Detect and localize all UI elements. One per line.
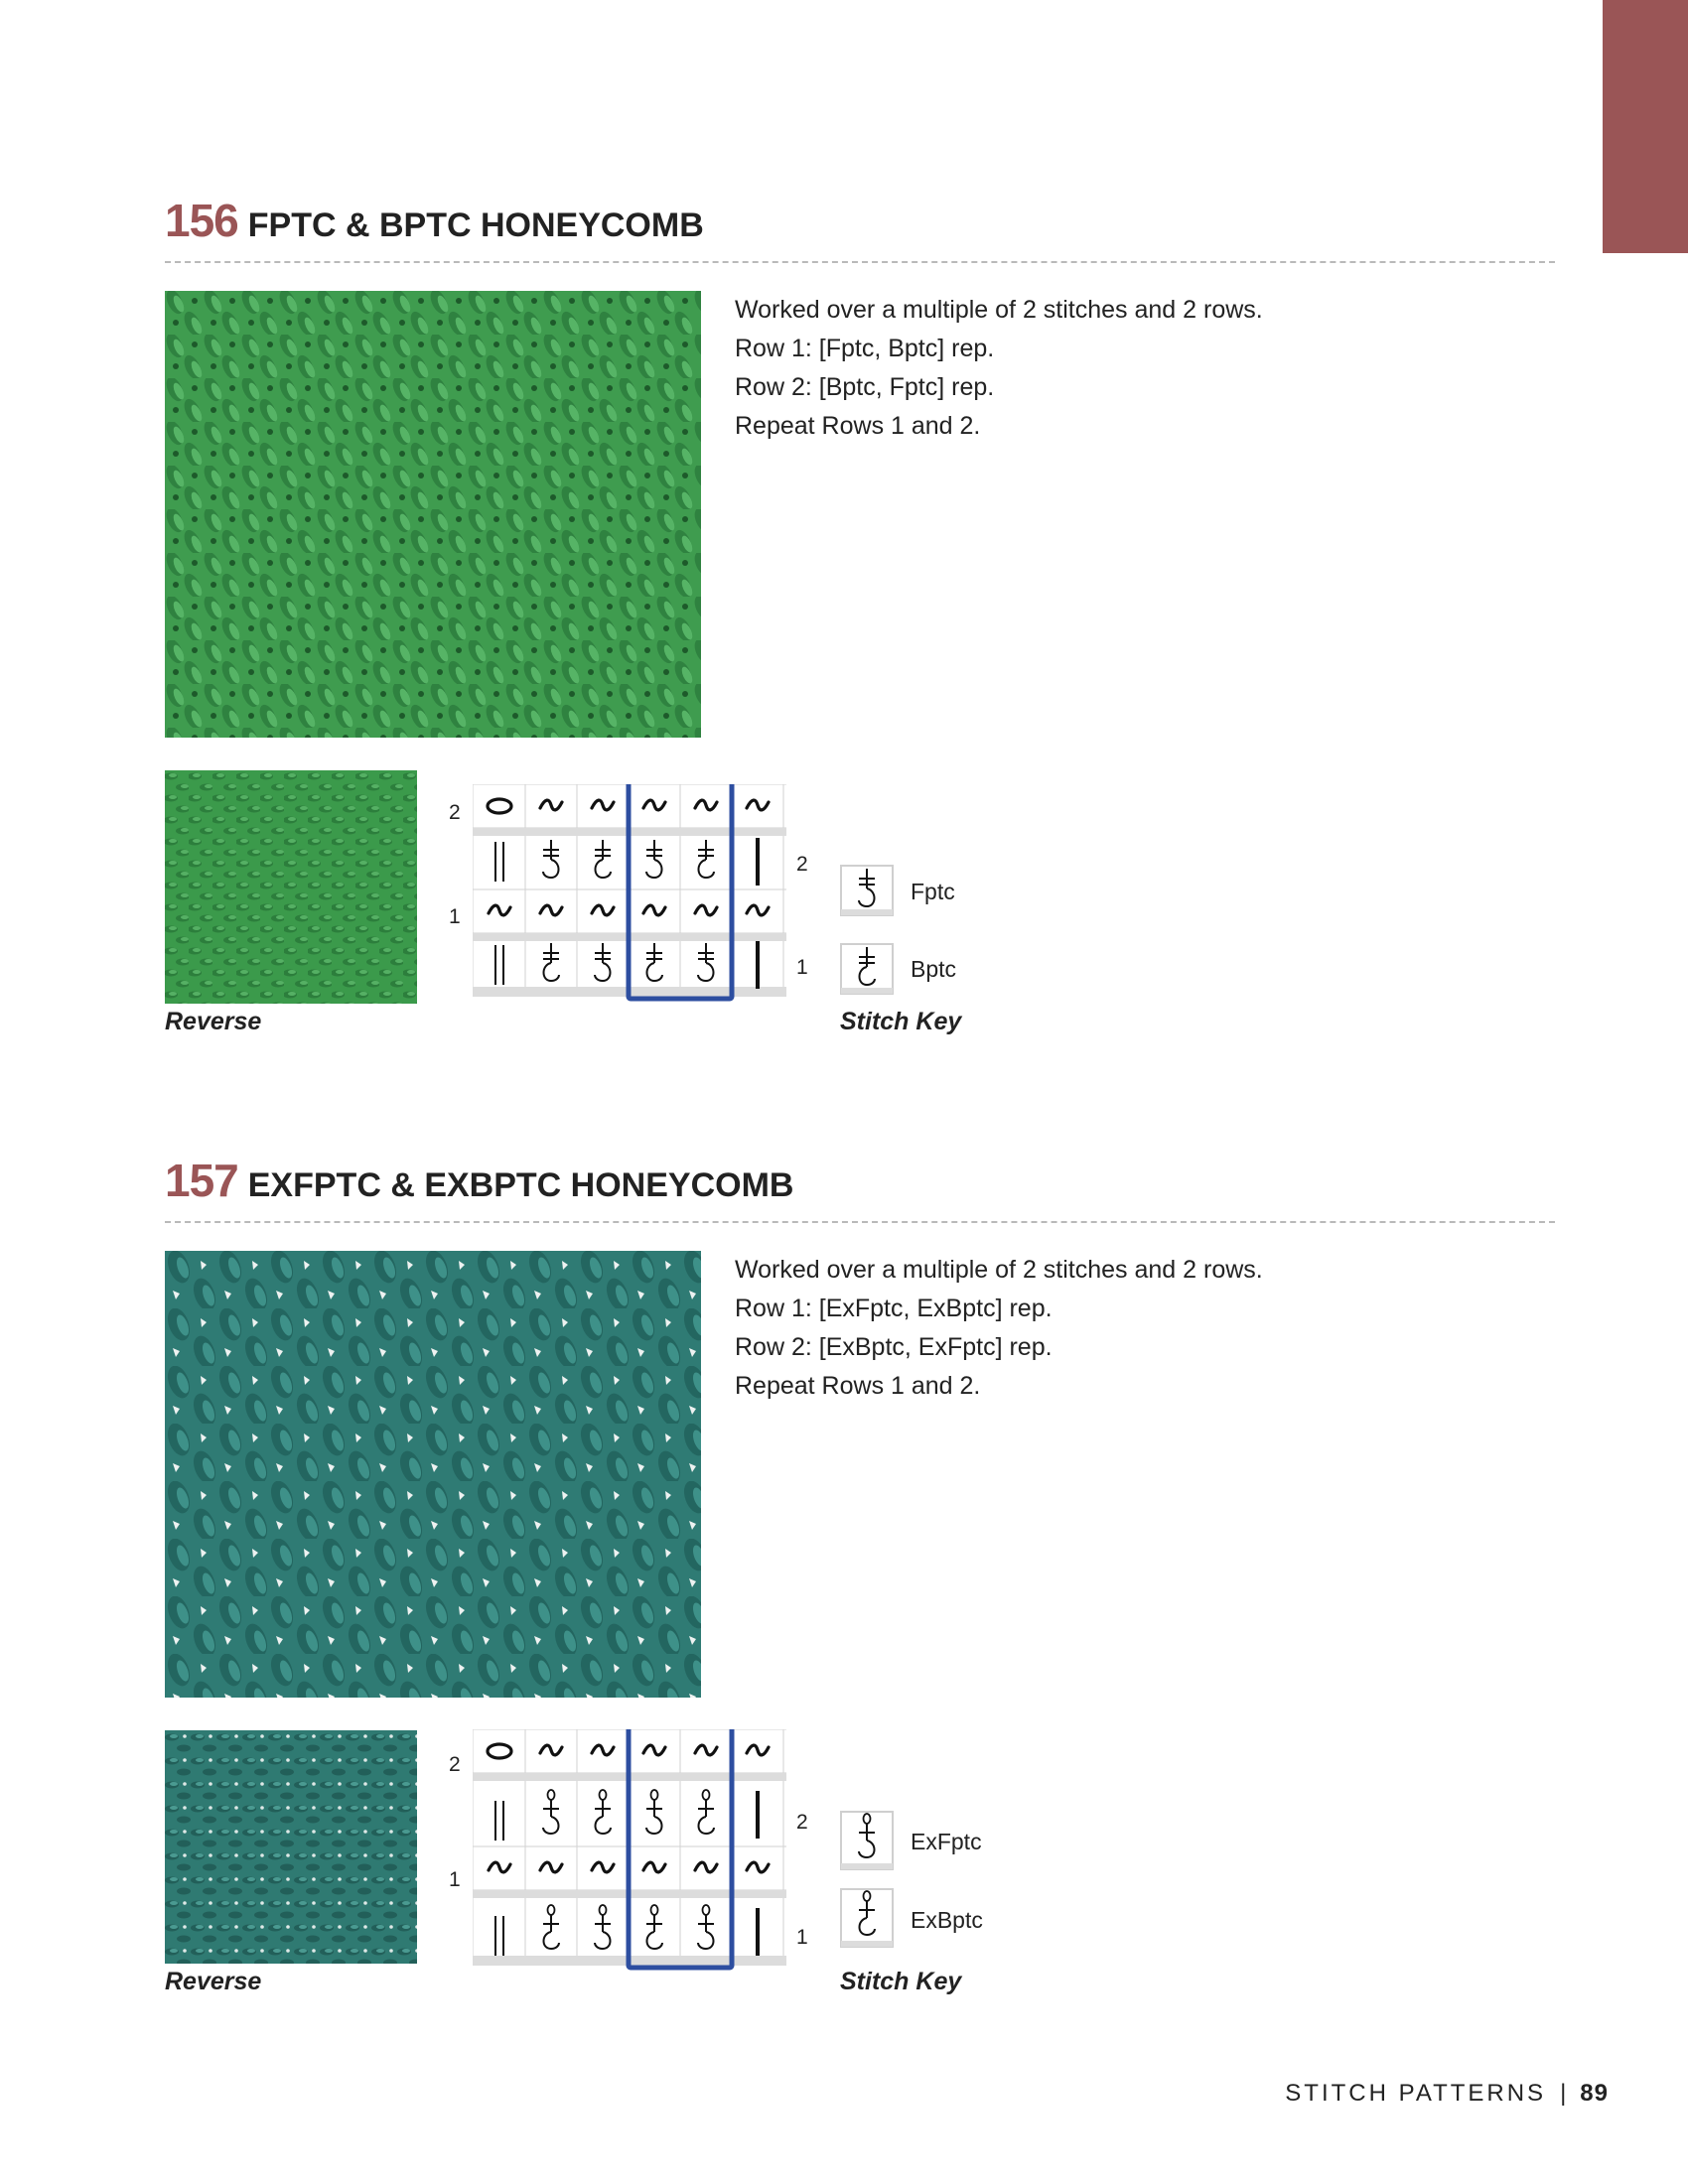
chapter-tab: [1603, 0, 1688, 253]
instruction-line: Repeat Rows 1 and 2.: [735, 412, 981, 440]
instruction-line: Worked over a multiple of 2 stitches and 2 rows.: [735, 296, 1263, 324]
instruction-line: Worked over a multiple of 2 stitches and 2 rows.: [735, 1256, 1263, 1284]
stitch-key-caption: Stitch Key: [840, 1008, 962, 1035]
bptc-icon: [840, 943, 894, 995]
instructions: [735, 291, 1263, 446]
chart-row-label: 2: [449, 801, 461, 824]
page-footer: [1285, 2080, 1609, 2108]
chart-row-label: 1: [449, 905, 461, 928]
exfptc-icon: [840, 1811, 894, 1870]
footer-section: STITCH PATTERNS: [1285, 2080, 1547, 2107]
chart-row-label: 1: [449, 1868, 461, 1891]
reverse-swatch-photo: [165, 1730, 417, 1964]
section-number: 157: [165, 1155, 238, 1206]
page-number: 89: [1580, 2080, 1609, 2107]
exbptc-icon: [840, 1888, 894, 1948]
chart-row-label: 2: [796, 853, 808, 876]
stitch-key-caption: Stitch Key: [840, 1968, 962, 1995]
stitch-key-label: Bptc: [911, 956, 957, 982]
instruction-line: Row 2: [Bptc, Fptc] rep.: [735, 373, 995, 401]
instruction-line: Row 2: [ExBptc, ExFptc] rep.: [735, 1333, 1053, 1361]
stitch-key-label: ExBptc: [911, 1907, 983, 1933]
chart-row-label: 1: [796, 1926, 808, 1949]
reverse-swatch-photo: [165, 770, 417, 1004]
section-title: FPTC & BPTC HONEYCOMB: [247, 206, 704, 244]
stitch-key-label: Fptc: [911, 879, 955, 904]
chart-row-label: 1: [796, 956, 808, 979]
dashed-divider: [165, 1221, 1555, 1223]
instruction-line: Repeat Rows 1 and 2.: [735, 1372, 981, 1400]
section-number: 156: [165, 195, 238, 246]
instructions: [735, 1251, 1263, 1406]
chart-row-label: 2: [796, 1811, 808, 1834]
reverse-caption: Reverse: [165, 1008, 262, 1035]
dashed-divider: [165, 261, 1555, 263]
section-heading: [165, 194, 704, 249]
stitch-key-label: ExFptc: [911, 1829, 982, 1854]
reverse-caption: Reverse: [165, 1968, 262, 1995]
section-title: EXFPTC & EXBPTC HONEYCOMB: [247, 1166, 794, 1204]
swatch-photo: [165, 291, 701, 738]
swatch-photo: [165, 1251, 701, 1698]
fptc-icon: [840, 865, 894, 916]
instruction-line: Row 1: [ExFptc, ExBptc] rep.: [735, 1295, 1053, 1322]
section-heading: [165, 1154, 793, 1209]
chart-row-label: 2: [449, 1753, 461, 1776]
footer-separator: |: [1560, 2080, 1567, 2107]
instruction-line: Row 1: [Fptc, Bptc] rep.: [735, 335, 995, 362]
